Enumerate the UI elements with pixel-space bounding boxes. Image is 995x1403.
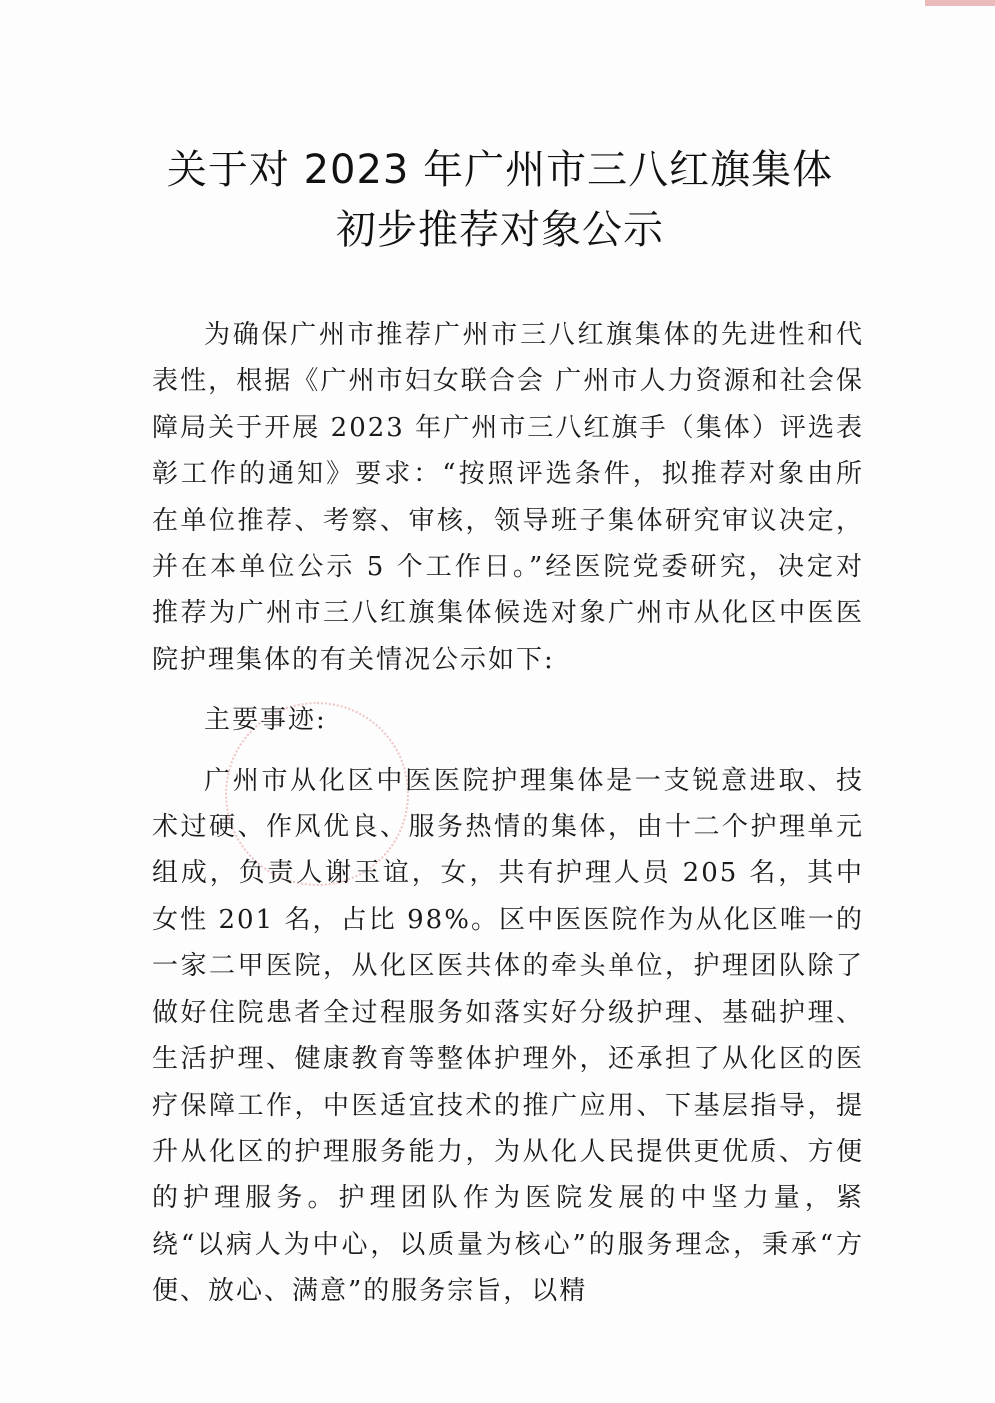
intro-paragraph: 为确保广州市推荐广州市三八红旗集体的先进性和代表性，根据《广州市妇女联合会 广州市人力资源和社会保障局关于开展 2023 年广州市三八红旗手（集体）评选表彰工作的通知》要求：“按照评选条件，拟推荐对象由所在单位推荐、考察、审核，领导班子集体研究审议决定，并在本单位公示 5 个工作日。”经医院党委研究，决定对推荐为广州市三八红旗集体候选对象广州市从化区中医医院护理集体的有关情况公示如下: — [152, 320, 864, 675]
section-heading: 主要事迹: — [204, 705, 327, 736]
document-body — [152, 312, 864, 1315]
document-title-line-2: 初步推荐对象公示 — [336, 207, 664, 253]
corner-mark — [925, 0, 995, 6]
document-title-line-1: 关于对 2023 年广州市三八红旗集体 — [166, 147, 834, 193]
main-deeds-paragraph: 广州市从化区中医医院护理集体是一支锐意进取、技术过硬、作风优良、服务热情的集体，由十二个护理单元组成，负责人谢玉谊，女，共有护理人员 205 名，其中女性 201 名，占比 98%。区中医医院作为从化区唯一的一家二甲医院，从化区医共体的牵头单位，护理团队除了做好住院患者全过程服务如落实好分级护理、基础护理、生活护理、健康教育等整体护理外，还承担了从化区的医疗保障工作，中医适宜技术的推广应用、下基层指导，提升从化区的护理服务能力，为从化人民提供更优质、方便的护理服务。护理团队作为医院发展的中坚力量，紧绕“以病人为中心，以质量为核心”的服务理念，秉承“方便、放心、满意”的服务宗旨，以精 — [152, 765, 864, 1307]
